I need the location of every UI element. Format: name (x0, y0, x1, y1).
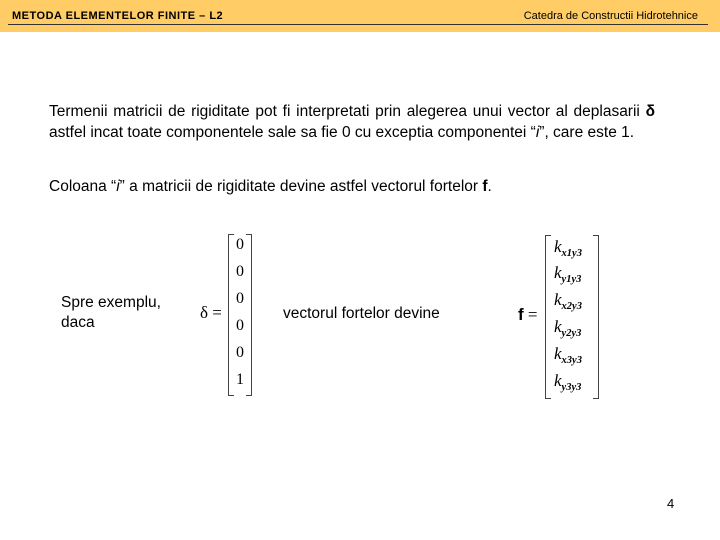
delta-entry: 0 (236, 236, 244, 253)
left-bracket (545, 235, 551, 399)
forces-label: vectorul fortelor devine (283, 305, 440, 322)
force-vector (545, 235, 599, 397)
index-i: i (535, 124, 540, 141)
force-entry: $k_{y3y3}$ (554, 371, 582, 393)
delta-symbol: δ (645, 103, 655, 120)
force-entry: $k_{y1y3}$ (554, 263, 582, 285)
delta-vector (230, 234, 250, 396)
department-title: Catedra de Constructii Hidrotehnice (523, 10, 698, 22)
right-bracket (593, 235, 599, 399)
force-equation-lhs: f = (518, 305, 538, 324)
delta-entry: 1 (236, 371, 244, 388)
force-entry: $k_{x1y3}$ (554, 237, 582, 259)
header-bar (0, 0, 720, 32)
delta-entry: 0 (236, 263, 244, 280)
delta-entry: 0 (236, 344, 244, 361)
page-number: 4 (667, 496, 675, 511)
index-i: i (116, 178, 120, 195)
delta-equation-lhs: δ = (200, 303, 222, 322)
force-vector-symbol: f (482, 178, 488, 195)
force-entry: $k_{x3y3}$ (554, 344, 582, 366)
paragraph-column-i: Coloana “i” a matricii de rigiditate devine astfel vectorul fortelor f. (49, 178, 492, 195)
force-entry: $k_{x2y3}$ (554, 290, 582, 312)
example-label: Spre exemplu, daca (61, 294, 161, 331)
header-divider (8, 24, 708, 25)
delta-entry: 0 (236, 290, 244, 307)
paragraph-stiffness-terms: Termenii matricii de rigiditate pot fi interpretati prin alegerea unui vector al deplasarii δ astfel incat toate componentele sale sa fie 0 cu exceptia componentei “i”, care este 1. (49, 103, 655, 141)
course-title: METODA ELEMENTELOR FINITE – L2 (12, 10, 224, 22)
force-entry: $k_{y2y3}$ (554, 317, 582, 339)
delta-entry: 0 (236, 317, 244, 334)
